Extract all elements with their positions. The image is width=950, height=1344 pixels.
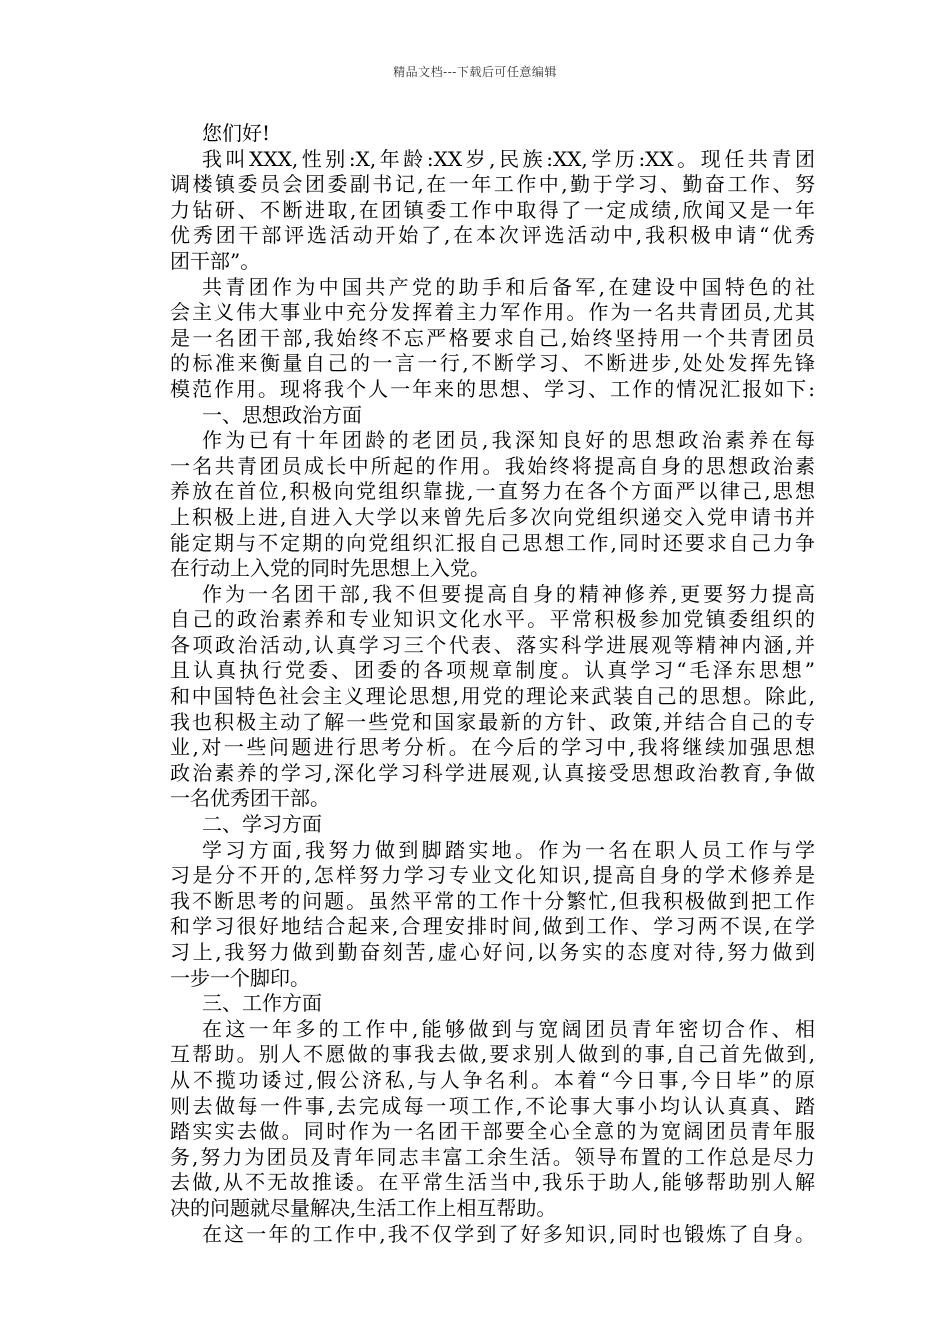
text-line: 二、学习方面 bbox=[202, 812, 322, 837]
text-line: 我不断思考的问题。虽然平常的工作十分繁忙,但我积极做到把工作 bbox=[170, 888, 815, 913]
document-body bbox=[170, 121, 815, 1247]
text-line: 模范作用。现将我个人一年来的思想、学习、工作的情况汇报如下: bbox=[170, 376, 815, 401]
text-line: 一名优秀团干部。 bbox=[170, 786, 330, 811]
text-line: 是一名团干部,我始终不忘严格要求自己,始终坚持用一个共青团员 bbox=[170, 325, 815, 350]
text-line: 的标准来衡量自己的一言一行,不断学习、不断进步,处处发挥先锋 bbox=[170, 351, 815, 376]
text-line: 我叫XXX,性别:X,年龄:XX岁,民族:XX,学历:XX。现任共青团 bbox=[202, 146, 815, 171]
text-line: 自己的政治素养和专业知识文化水平。平常积极参加党镇委组织的 bbox=[170, 607, 815, 632]
text-line: 一步一个脚印。 bbox=[170, 965, 310, 990]
text-line: 共青团作为中国共产党的助手和后备军,在建设中国特色的社 bbox=[202, 274, 815, 299]
text-line: 互帮助。别人不愿做的事我去做,要求别人做到的事,自己首先做到, bbox=[170, 1042, 815, 1067]
text-line: 一、思想政治方面 bbox=[202, 402, 362, 427]
text-line: 务,努力为团员及青年同志丰富工余生活。领导布置的工作总是尽力 bbox=[170, 1144, 815, 1169]
text-line: 能定期与不定期的向党组织汇报自己思想工作,同时还要求自己力争 bbox=[170, 530, 815, 555]
text-line: 和学习很好地结合起来,合理安排时间,做到工作、学习两不误,在学 bbox=[170, 914, 815, 939]
text-line: 学习方面,我努力做到脚踏实地。作为一名在职人员工作与学 bbox=[202, 837, 815, 862]
text-line: 在行动上入党的同时先思想上入党。 bbox=[170, 556, 490, 581]
text-line: 政治素养的学习,深化学习科学进展观,认真接受思想政治教育,争做 bbox=[170, 760, 815, 785]
text-line: 调楼镇委员会团委副书记,在一年工作中,勤于学习、勤奋工作、努 bbox=[170, 172, 815, 197]
text-line: 三、工作方面 bbox=[202, 991, 322, 1016]
text-line: 且认真执行党委、团委的各项规章制度。认真学习“毛泽东思想” bbox=[170, 658, 815, 683]
text-line: 力钻研、不断进取,在团镇委工作中取得了一定成绩,欣闻又是一年 bbox=[170, 197, 815, 222]
text-line: 我也积极主动了解一些党和国家最新的方针、政策,并结合自己的专 bbox=[170, 709, 815, 734]
text-line: 优秀团干部评选活动开始了,在本次评选活动中,我积极申请“优秀 bbox=[170, 223, 815, 248]
text-line: 作为已有十年团龄的老团员,我深知良好的思想政治素养在每 bbox=[202, 428, 815, 453]
text-line: 决的问题就尽量解决,生活工作上相互帮助。 bbox=[170, 1195, 557, 1220]
text-line: 在这一年多的工作中,能够做到与宽阔团员青年密切合作、相 bbox=[202, 1016, 815, 1041]
text-line: 您们好! bbox=[202, 121, 271, 145]
text-line: 会主义伟大事业中充分发挥着主力军作用。作为一名共青团员,尤其 bbox=[170, 300, 815, 325]
text-line: 则去做每一件事,去完成每一项工作,不论事大事小均认认真真、踏 bbox=[170, 1093, 815, 1118]
text-line: 习是分不开的,怎样努力学习专业文化知识,提高自身的学术修养是 bbox=[170, 863, 815, 888]
text-line: 团干部”。 bbox=[170, 248, 261, 273]
text-line: 在这一年的工作中,我不仅学到了好多知识,同时也锻炼了自身。 bbox=[202, 1221, 815, 1246]
text-line: 作为一名团干部,我不但要提高自身的精神修养,更要努力提高 bbox=[202, 581, 815, 606]
text-line: 去做,从不无故推诿。在平常生活当中,我乐于助人,能够帮助别人解 bbox=[170, 1170, 815, 1195]
text-line: 上积极上进,自进入大学以来曾先后多次向党组织递交入党申请书并 bbox=[170, 504, 815, 529]
text-line: 业,对一些问题进行思考分析。在今后的学习中,我将继续加强思想 bbox=[170, 735, 815, 760]
document-header: 精品文档---下载后可任意编辑 bbox=[393, 65, 557, 79]
text-line: 各项政治活动,认真学习三个代表、落实科学进展观等精神内涵,并 bbox=[170, 632, 815, 657]
text-line: 踏实实去做。同时作为一名团干部要全心全意的为宽阔团员青年服 bbox=[170, 1119, 815, 1144]
text-line: 一名共青团员成长中所起的作用。我始终将提高自身的思想政治素 bbox=[170, 453, 815, 478]
text-line: 习上,我努力做到勤奋刻苦,虚心好问,以务实的态度对待,努力做到 bbox=[170, 940, 815, 964]
text-line: 从不揽功诿过,假公济私,与人争名利。本着“今日事,今日毕”的原 bbox=[170, 1067, 815, 1092]
text-line: 和中国特色社会主义理论思想,用党的理论来武装自己的思想。除此, bbox=[170, 684, 815, 709]
text-line: 养放在首位,积极向党组织靠拢,一直努力在各个方面严以律己,思想 bbox=[170, 479, 815, 504]
